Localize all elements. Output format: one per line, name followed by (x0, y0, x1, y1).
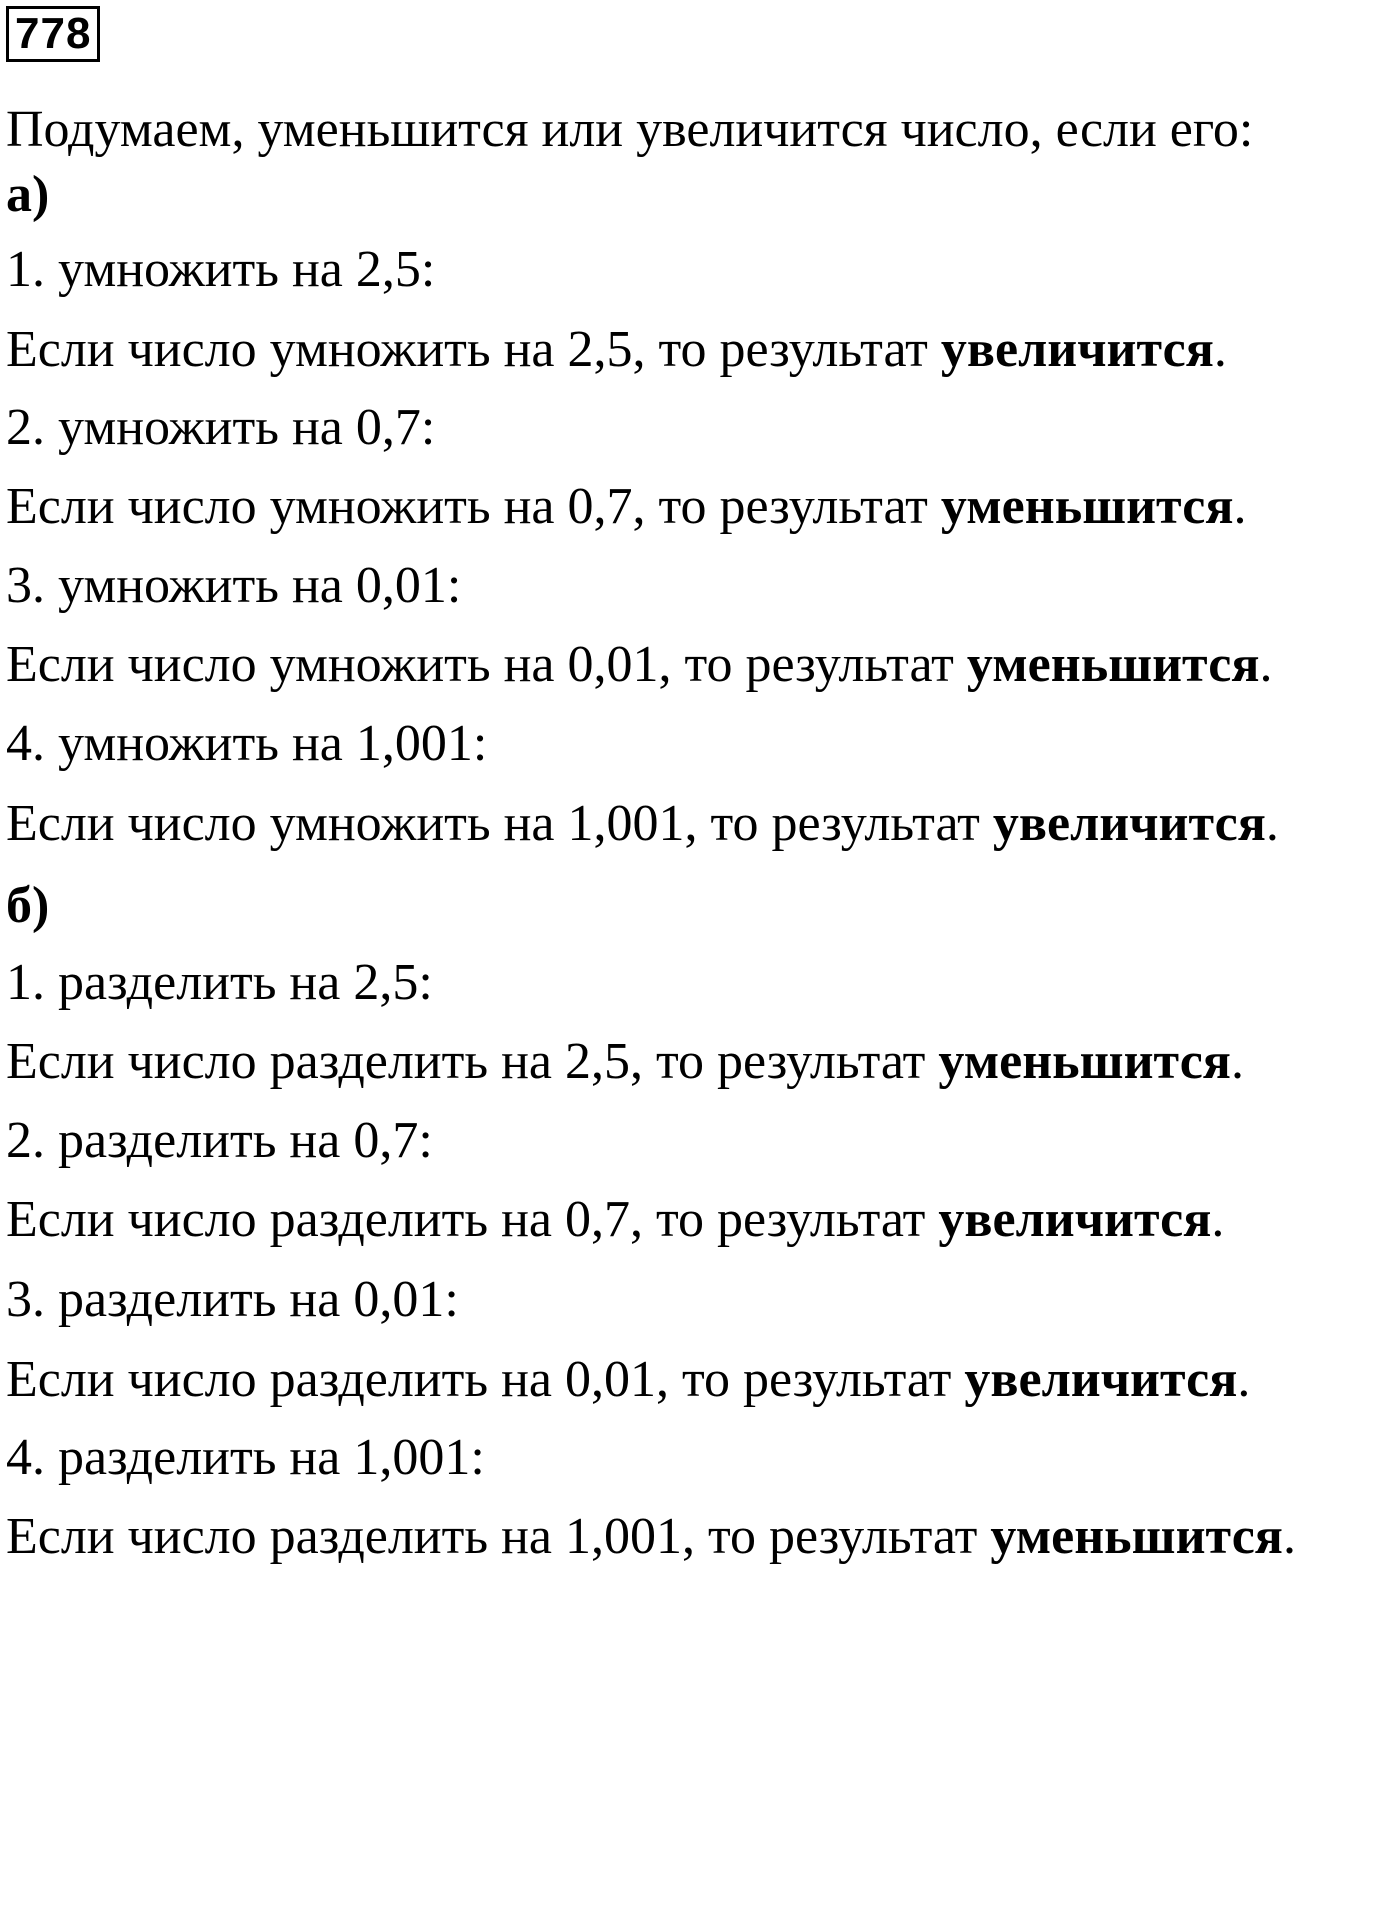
part-b-item-4-heading: 4. разделить на 1,001: (6, 1429, 485, 1486)
answer-end: . (1213, 321, 1227, 378)
answer-result: увеличится (938, 1191, 1212, 1248)
part-b-item-2-heading: 2. разделить на 0,7: (6, 1112, 433, 1169)
answer-text: Если число разделить на 0,01, то результат (6, 1351, 965, 1408)
part-a-item-3-heading: 3. умножить на 0,01: (6, 557, 462, 614)
part-a-item-1-heading: 1. умножить на 2,5: (6, 241, 436, 298)
answer-end: . (1230, 1033, 1244, 1090)
part-a-item-2-answer (6, 477, 1246, 537)
answer-text: Если число разделить на 0,7, то результат (6, 1191, 939, 1248)
part-b-item-3-heading: 3. разделить на 0,01: (6, 1271, 459, 1328)
part-a-label: а) (6, 166, 50, 223)
answer-end: . (1259, 636, 1273, 693)
part-a-item-3-answer (6, 635, 1272, 695)
answer-text: Если число разделить на 2,5, то результат (6, 1033, 939, 1090)
part-b-item-1-heading: 1. разделить на 2,5: (6, 954, 433, 1011)
part-a-item-2-heading: 2. умножить на 0,7: (6, 399, 436, 456)
answer-text: Если число умножить на 2,5, то результат (6, 321, 941, 378)
task-number-box: 778 (6, 6, 100, 62)
answer-end: . (1265, 795, 1279, 852)
part-b-item-4-answer (6, 1507, 1296, 1567)
answer-text: Если число умножить на 1,001, то результат (6, 795, 993, 852)
part-b-item-2-answer (6, 1190, 1224, 1250)
answer-text: Если число умножить на 0,7, то результат (6, 478, 941, 535)
answer-end: . (1282, 1508, 1296, 1565)
answer-result: уменьшится (966, 636, 1260, 693)
part-b-label: б) (6, 877, 50, 934)
part-b-item-3-answer (6, 1350, 1250, 1410)
answer-result: уменьшится (940, 478, 1234, 535)
answer-end: . (1233, 478, 1247, 535)
answer-end: . (1211, 1191, 1225, 1248)
answer-text: Если число разделить на 1,001, то результат (6, 1508, 991, 1565)
part-a-item-4-answer (6, 794, 1279, 854)
answer-result: увеличится (964, 1351, 1238, 1408)
answer-end: . (1237, 1351, 1251, 1408)
answer-result: увеличится (940, 321, 1214, 378)
part-a-item-4-heading: 4. умножить на 1,001: (6, 715, 488, 772)
intro-text: Подумаем, уменьшится или увеличится число, если его: (6, 101, 1254, 158)
answer-text: Если число умножить на 0,01, то результат (6, 636, 967, 693)
answer-result: увеличится (992, 795, 1266, 852)
answer-result: уменьшится (990, 1508, 1283, 1565)
answer-result: уменьшится (938, 1033, 1231, 1090)
part-a-item-1-answer (6, 320, 1227, 380)
part-b-item-1-answer (6, 1032, 1244, 1092)
